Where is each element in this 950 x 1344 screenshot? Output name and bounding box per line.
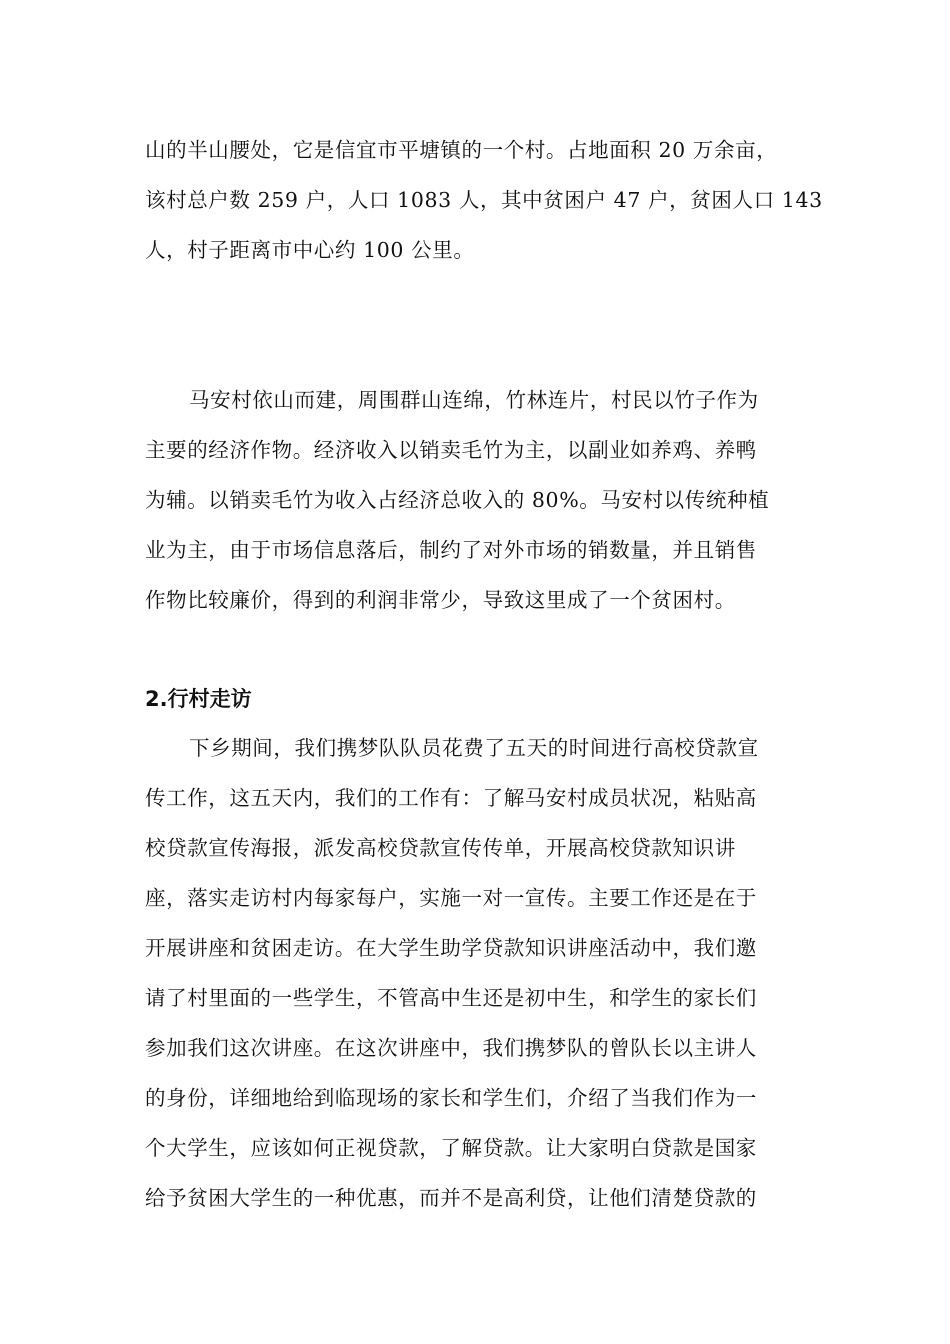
text-line: 马安村依山而建，周围群山连绵，竹林连片，村民以竹子作为: [189, 388, 759, 412]
text-line: 该村总户数 259 户，人口 1083 人，其中贫困户 47 户，贫困人口 143: [145, 188, 823, 212]
paragraph-economy: [145, 375, 807, 625]
text-line: 请了村里面的一些学生，不管高中生还是初中生，和学生的家长们: [145, 986, 757, 1010]
paragraph-village-overview: [145, 125, 823, 275]
section-heading: 2.行村走访: [145, 687, 252, 711]
text-line: 主要的经济作物。经济收入以销卖毛竹为主，以副业如养鸡、养鸭: [145, 438, 757, 462]
text-line: 传工作，这五天内，我们的工作有：了解马安村成员状况，粘贴高: [145, 786, 757, 810]
text-line: 作物比较廉价，得到的利润非常少，导致这里成了一个贫困村。: [145, 588, 736, 612]
text-line: 校贷款宣传海报，派发高校贷款宣传传单，开展高校贷款知识讲: [145, 836, 736, 860]
text-line: 为辅。以销卖毛竹为收入占经济总收入的 80%。马安村以传统种植: [145, 488, 770, 512]
text-line: 参加我们这次讲座。在这次讲座中，我们携梦队的曾队长以主讲人: [145, 1036, 757, 1060]
text-line: 下乡期间，我们携梦队队员花费了五天的时间进行高校贷款宣: [189, 736, 759, 760]
text-line: 的身份，详细地给到临现场的家长和学生们，介绍了当我们作为一: [145, 1086, 757, 1110]
text-line: 开展讲座和贫困走访。在大学生助学贷款知识讲座活动中，我们邀: [145, 936, 757, 960]
text-line: 山的半山腰处，它是信宜市平塘镇的一个村。占地面积 20 万余亩，: [145, 138, 778, 162]
text-line: 座，落实走访村内每家每户，实施一对一宣传。主要工作还是在于: [145, 886, 757, 910]
paragraph-village-visits: [145, 723, 807, 1223]
text-line: 人，村子距离市中心约 100 公里。: [145, 238, 475, 262]
text-line: 业为主，由于市场信息落后，制约了对外市场的销数量，并且销售: [145, 538, 757, 562]
text-line: 个大学生，应该如何正视贷款，了解贷款。让大家明白贷款是国家: [145, 1136, 757, 1160]
text-line: 给予贫困大学生的一种优惠，而并不是高利贷，让他们清楚贷款的: [145, 1186, 757, 1210]
